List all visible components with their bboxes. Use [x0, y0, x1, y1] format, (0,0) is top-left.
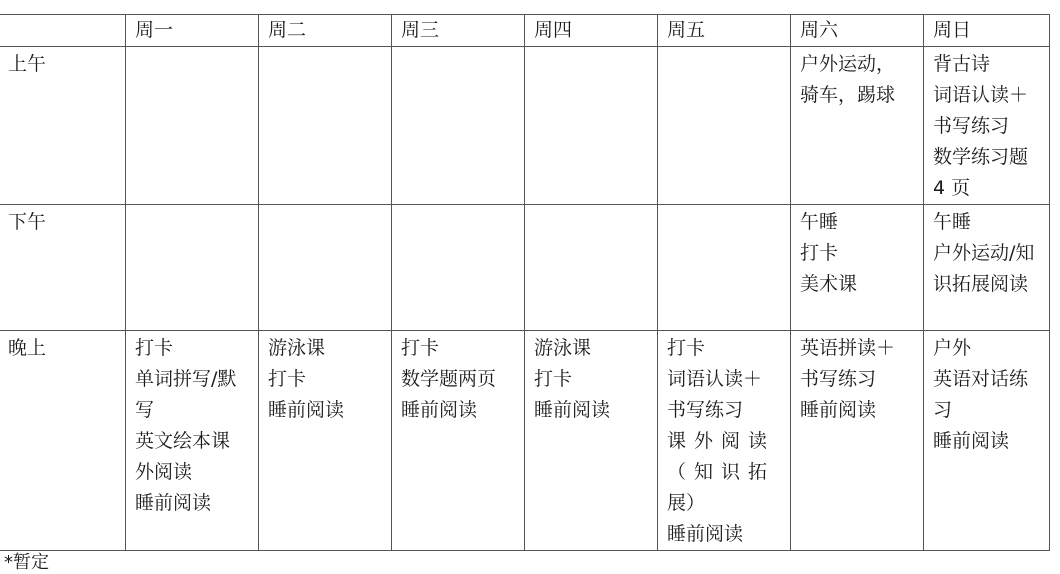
cell-text: 游泳课 打卡 睡前阅读	[268, 337, 345, 421]
afternoon-row	[0, 205, 1050, 331]
weekly-schedule-table	[0, 14, 1050, 551]
footnote: *暂定	[4, 552, 49, 573]
cell-line: 展）	[667, 492, 706, 514]
schedule-cell	[658, 331, 791, 551]
row-label-cell	[0, 331, 126, 551]
schedule-cell	[126, 47, 259, 205]
schedule-cell	[924, 331, 1050, 551]
header-row	[0, 15, 1050, 47]
schedule-cell	[791, 205, 924, 331]
corner-label	[0, 15, 125, 16]
cell-line: 打卡	[667, 337, 706, 359]
header-tuesday	[259, 15, 392, 47]
cell-text	[525, 47, 657, 49]
day-label: 周一	[135, 19, 174, 41]
cell-text: 户外运动， 骑车，踢球	[800, 53, 896, 106]
schedule-cell	[525, 47, 658, 205]
cell-text: 午睡 户外运动/知 识拓展阅读	[933, 211, 1035, 295]
schedule-cell	[791, 331, 924, 551]
row-label-morning: 上午	[8, 53, 47, 75]
schedule-cell	[525, 331, 658, 551]
cell-text: 游泳课 打卡 睡前阅读	[534, 337, 611, 421]
cell-text	[392, 47, 524, 49]
morning-row	[0, 47, 1050, 205]
cell-text: 背古诗 词语认读＋ 书写练习 数学练习题 4 页	[933, 53, 1029, 199]
cell-text	[126, 47, 258, 49]
cell-text: 打卡 数学题两页 睡前阅读	[401, 337, 497, 421]
schedule-cell	[392, 47, 525, 205]
row-label-cell	[0, 205, 126, 331]
cell-line: 词语认读＋	[667, 368, 763, 390]
row-label-cell	[0, 47, 126, 205]
day-label: 周六	[800, 19, 839, 41]
friday-evening-text	[658, 331, 790, 550]
header-monday	[126, 15, 259, 47]
header-friday	[658, 15, 791, 47]
schedule-cell	[658, 47, 791, 205]
cell-text	[658, 205, 790, 207]
cell-line: （知识拓	[667, 461, 776, 483]
cell-line: 课外阅读	[667, 430, 776, 452]
day-label: 周二	[268, 19, 307, 41]
schedule-cell	[259, 331, 392, 551]
schedule-cell	[791, 47, 924, 205]
schedule-cell	[126, 331, 259, 551]
header-saturday	[791, 15, 924, 47]
schedule-cell	[525, 205, 658, 331]
cell-text	[525, 205, 657, 207]
cell-text	[259, 205, 391, 207]
cell-line: 睡前阅读	[667, 523, 744, 545]
schedule-cell	[658, 205, 791, 331]
day-label: 周四	[534, 19, 573, 41]
header-wednesday	[392, 15, 525, 47]
cell-text: 打卡 单词拼写/默 写 英文绘本课 外阅读 睡前阅读	[135, 337, 237, 514]
row-label-afternoon: 下午	[8, 211, 47, 233]
cell-line: 书写练习	[667, 399, 744, 421]
cell-text	[392, 205, 524, 207]
schedule-cell	[392, 331, 525, 551]
day-label: 周三	[401, 19, 440, 41]
cell-text	[658, 47, 790, 49]
cell-text	[259, 47, 391, 49]
evening-row	[0, 331, 1050, 551]
schedule-cell	[126, 205, 259, 331]
corner-cell	[0, 15, 126, 47]
day-label: 周五	[667, 19, 706, 41]
schedule-cell	[392, 205, 525, 331]
header-thursday	[525, 15, 658, 47]
cell-text: 英语拼读＋ 书写练习 睡前阅读	[800, 337, 896, 421]
cell-text: 户外 英语对话练 习 睡前阅读	[933, 337, 1029, 452]
cell-text	[126, 205, 258, 207]
schedule-cell	[259, 205, 392, 331]
schedule-cell	[924, 47, 1050, 205]
schedule-cell	[259, 47, 392, 205]
header-sunday	[924, 15, 1050, 47]
schedule-cell	[924, 205, 1050, 331]
cell-text: 午睡 打卡 美术课	[800, 211, 858, 295]
day-label: 周日	[933, 19, 972, 41]
row-label-evening: 晚上	[8, 337, 47, 359]
